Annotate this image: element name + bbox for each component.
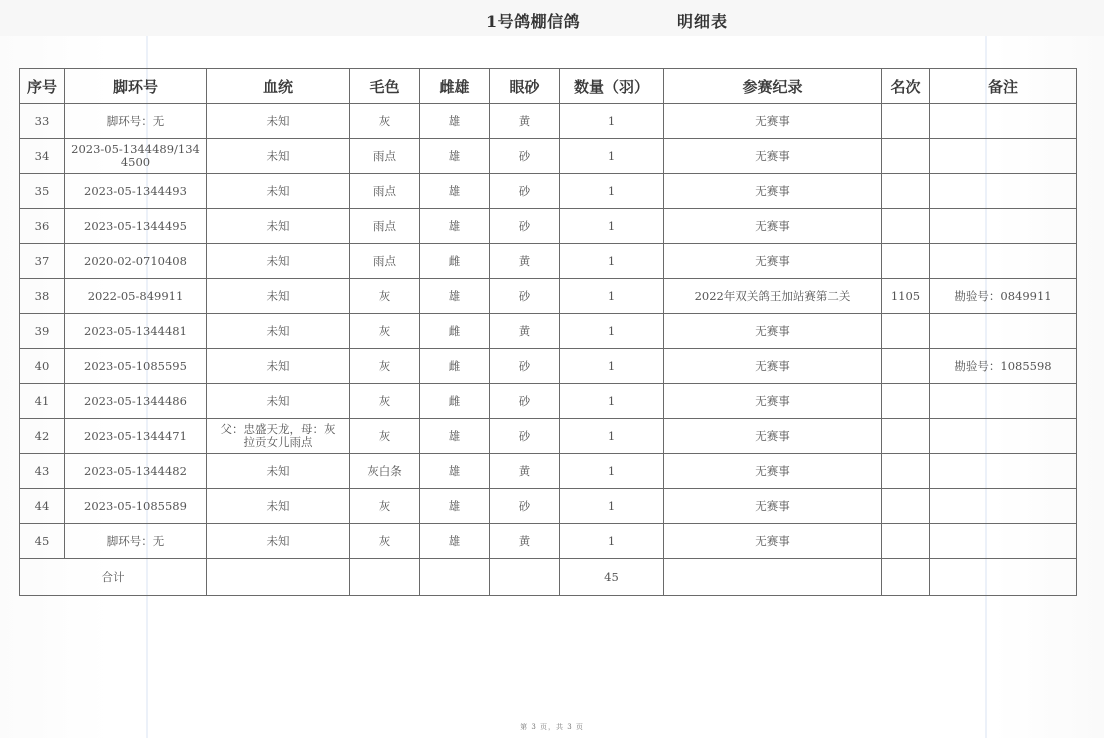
cell-color: 灰 bbox=[350, 104, 420, 139]
cell-color: 雨点 bbox=[350, 244, 420, 279]
cell-sex: 雌 bbox=[420, 384, 490, 419]
cell-rank bbox=[882, 244, 930, 279]
cell-qty: 1 bbox=[560, 244, 664, 279]
cell-bloodline: 未知 bbox=[207, 524, 350, 559]
cell-ring: 2023-05-1344482 bbox=[65, 454, 207, 489]
cell-rank: 1105 bbox=[882, 279, 930, 314]
table-row bbox=[20, 384, 1077, 419]
cell-bloodline: 未知 bbox=[207, 139, 350, 174]
cell-qty: 1 bbox=[560, 454, 664, 489]
cell-no: 45 bbox=[20, 524, 65, 559]
cell-qty: 1 bbox=[560, 174, 664, 209]
cell-no: 39 bbox=[20, 314, 65, 349]
cell-no: 33 bbox=[20, 104, 65, 139]
total-row bbox=[20, 559, 1077, 596]
total-empty-color bbox=[350, 559, 420, 596]
title-bar bbox=[0, 0, 1104, 36]
cell-note bbox=[930, 209, 1077, 244]
cell-race: 无赛事 bbox=[664, 489, 882, 524]
cell-race: 2022年双关鸽王加站赛第二关 bbox=[664, 279, 882, 314]
header-rank: 名次 bbox=[882, 69, 930, 104]
cell-no: 41 bbox=[20, 384, 65, 419]
cell-rank bbox=[882, 349, 930, 384]
table-row bbox=[20, 174, 1077, 209]
header-bloodline: 血统 bbox=[207, 69, 350, 104]
total-empty-sex bbox=[420, 559, 490, 596]
total-empty-race bbox=[664, 559, 882, 596]
header-ring: 脚环号 bbox=[65, 69, 207, 104]
table-row bbox=[20, 279, 1077, 314]
header-note: 备注 bbox=[930, 69, 1077, 104]
table-row bbox=[20, 454, 1077, 489]
cell-ring: 脚环号：无 bbox=[65, 104, 207, 139]
cell-race: 无赛事 bbox=[664, 314, 882, 349]
cell-sex: 雄 bbox=[420, 139, 490, 174]
cell-note bbox=[930, 314, 1077, 349]
cell-qty: 1 bbox=[560, 489, 664, 524]
total-empty-bloodline bbox=[207, 559, 350, 596]
cell-bloodline: 父：忠盛天龙，母：灰拉贡女儿雨点 bbox=[207, 419, 350, 454]
cell-color: 灰 bbox=[350, 349, 420, 384]
cell-eye: 黄 bbox=[490, 104, 560, 139]
cell-color: 灰 bbox=[350, 384, 420, 419]
cell-color: 灰白条 bbox=[350, 454, 420, 489]
cell-no: 35 bbox=[20, 174, 65, 209]
cell-bloodline: 未知 bbox=[207, 349, 350, 384]
cell-sex: 雌 bbox=[420, 349, 490, 384]
cell-sex: 雄 bbox=[420, 454, 490, 489]
cell-rank bbox=[882, 384, 930, 419]
cell-ring: 2023-05-1344493 bbox=[65, 174, 207, 209]
table-row bbox=[20, 139, 1077, 174]
cell-rank bbox=[882, 454, 930, 489]
cell-rank bbox=[882, 524, 930, 559]
cell-race: 无赛事 bbox=[664, 384, 882, 419]
cell-eye: 砂 bbox=[490, 384, 560, 419]
total-label: 合计 bbox=[20, 559, 207, 596]
cell-ring: 2023-05-1344495 bbox=[65, 209, 207, 244]
cell-eye: 黄 bbox=[490, 314, 560, 349]
cell-race: 无赛事 bbox=[664, 174, 882, 209]
cell-bloodline: 未知 bbox=[207, 489, 350, 524]
cell-sex: 雌 bbox=[420, 314, 490, 349]
cell-rank bbox=[882, 419, 930, 454]
cell-color: 灰 bbox=[350, 314, 420, 349]
cell-no: 38 bbox=[20, 279, 65, 314]
cell-color: 雨点 bbox=[350, 174, 420, 209]
cell-sex: 雄 bbox=[420, 104, 490, 139]
header-sex: 雌雄 bbox=[420, 69, 490, 104]
document-title: 1号鸽棚信鸽 bbox=[486, 12, 581, 31]
header-eye: 眼砂 bbox=[490, 69, 560, 104]
cell-sex: 雌 bbox=[420, 244, 490, 279]
cell-note bbox=[930, 384, 1077, 419]
cell-eye: 黄 bbox=[490, 524, 560, 559]
cell-color: 灰 bbox=[350, 419, 420, 454]
cell-ring: 2023-05-1085595 bbox=[65, 349, 207, 384]
cell-qty: 1 bbox=[560, 209, 664, 244]
cell-bloodline: 未知 bbox=[207, 209, 350, 244]
cell-sex: 雄 bbox=[420, 419, 490, 454]
cell-eye: 黄 bbox=[490, 244, 560, 279]
cell-note bbox=[930, 104, 1077, 139]
header-qty: 数量（羽） bbox=[560, 69, 664, 104]
cell-rank bbox=[882, 209, 930, 244]
cell-no: 34 bbox=[20, 139, 65, 174]
cell-rank bbox=[882, 139, 930, 174]
cell-note bbox=[930, 489, 1077, 524]
cell-qty: 1 bbox=[560, 314, 664, 349]
cell-qty: 1 bbox=[560, 104, 664, 139]
cell-eye: 黄 bbox=[490, 454, 560, 489]
table-row bbox=[20, 209, 1077, 244]
cell-color: 灰 bbox=[350, 524, 420, 559]
cell-race: 无赛事 bbox=[664, 244, 882, 279]
table-row bbox=[20, 314, 1077, 349]
table-row bbox=[20, 244, 1077, 279]
cell-ring: 2020-02-0710408 bbox=[65, 244, 207, 279]
cell-eye: 砂 bbox=[490, 209, 560, 244]
cell-qty: 1 bbox=[560, 349, 664, 384]
table-row bbox=[20, 104, 1077, 139]
page-number-footer: 第 3 页，共 3 页 bbox=[520, 723, 584, 731]
cell-sex: 雄 bbox=[420, 209, 490, 244]
cell-color: 灰 bbox=[350, 489, 420, 524]
cell-qty: 1 bbox=[560, 419, 664, 454]
cell-note: 勘验号：0849911 bbox=[930, 279, 1077, 314]
document-subtitle: 明细表 bbox=[677, 12, 729, 31]
cell-ring: 2023-05-1344486 bbox=[65, 384, 207, 419]
cell-note bbox=[930, 419, 1077, 454]
total-empty-rank bbox=[882, 559, 930, 596]
cell-note bbox=[930, 139, 1077, 174]
cell-bloodline: 未知 bbox=[207, 384, 350, 419]
cell-eye: 砂 bbox=[490, 349, 560, 384]
cell-race: 无赛事 bbox=[664, 454, 882, 489]
cell-note bbox=[930, 524, 1077, 559]
table-row bbox=[20, 349, 1077, 384]
cell-bloodline: 未知 bbox=[207, 279, 350, 314]
cell-color: 雨点 bbox=[350, 209, 420, 244]
cell-note bbox=[930, 174, 1077, 209]
header-race: 参赛纪录 bbox=[664, 69, 882, 104]
cell-race: 无赛事 bbox=[664, 104, 882, 139]
cell-race: 无赛事 bbox=[664, 209, 882, 244]
cell-ring: 脚环号：无 bbox=[65, 524, 207, 559]
total-empty-note bbox=[930, 559, 1077, 596]
cell-sex: 雄 bbox=[420, 279, 490, 314]
cell-eye: 砂 bbox=[490, 279, 560, 314]
cell-eye: 砂 bbox=[490, 139, 560, 174]
cell-ring: 2023-05-1344471 bbox=[65, 419, 207, 454]
cell-eye: 砂 bbox=[490, 419, 560, 454]
header-no: 序号 bbox=[20, 69, 65, 104]
cell-ring: 2023-05-1344489/1344500 bbox=[65, 139, 207, 174]
cell-sex: 雄 bbox=[420, 174, 490, 209]
table-row bbox=[20, 524, 1077, 559]
cell-eye: 砂 bbox=[490, 489, 560, 524]
cell-ring: 2023-05-1085589 bbox=[65, 489, 207, 524]
cell-no: 36 bbox=[20, 209, 65, 244]
cell-rank bbox=[882, 104, 930, 139]
cell-qty: 1 bbox=[560, 139, 664, 174]
table-body bbox=[20, 104, 1077, 596]
header-color: 毛色 bbox=[350, 69, 420, 104]
cell-no: 37 bbox=[20, 244, 65, 279]
header-row bbox=[20, 69, 1077, 104]
cell-sex: 雄 bbox=[420, 524, 490, 559]
cell-qty: 1 bbox=[560, 279, 664, 314]
cell-note: 勘验号：1085598 bbox=[930, 349, 1077, 384]
table-row bbox=[20, 489, 1077, 524]
cell-color: 灰 bbox=[350, 279, 420, 314]
table-row bbox=[20, 419, 1077, 454]
cell-no: 42 bbox=[20, 419, 65, 454]
cell-rank bbox=[882, 314, 930, 349]
total-qty: 45 bbox=[560, 559, 664, 596]
cell-no: 43 bbox=[20, 454, 65, 489]
cell-no: 40 bbox=[20, 349, 65, 384]
cell-race: 无赛事 bbox=[664, 349, 882, 384]
cell-color: 雨点 bbox=[350, 139, 420, 174]
cell-note bbox=[930, 454, 1077, 489]
cell-bloodline: 未知 bbox=[207, 174, 350, 209]
total-empty-eye bbox=[490, 559, 560, 596]
pigeon-ledger-table bbox=[19, 68, 1077, 596]
cell-race: 无赛事 bbox=[664, 419, 882, 454]
cell-ring: 2023-05-1344481 bbox=[65, 314, 207, 349]
cell-no: 44 bbox=[20, 489, 65, 524]
cell-bloodline: 未知 bbox=[207, 104, 350, 139]
cell-rank bbox=[882, 174, 930, 209]
cell-note bbox=[930, 244, 1077, 279]
cell-bloodline: 未知 bbox=[207, 244, 350, 279]
cell-qty: 1 bbox=[560, 384, 664, 419]
cell-race: 无赛事 bbox=[664, 139, 882, 174]
cell-qty: 1 bbox=[560, 524, 664, 559]
cell-ring: 2022-05-849911 bbox=[65, 279, 207, 314]
cell-bloodline: 未知 bbox=[207, 314, 350, 349]
cell-sex: 雄 bbox=[420, 489, 490, 524]
cell-rank bbox=[882, 489, 930, 524]
cell-eye: 砂 bbox=[490, 174, 560, 209]
cell-race: 无赛事 bbox=[664, 524, 882, 559]
cell-bloodline: 未知 bbox=[207, 454, 350, 489]
